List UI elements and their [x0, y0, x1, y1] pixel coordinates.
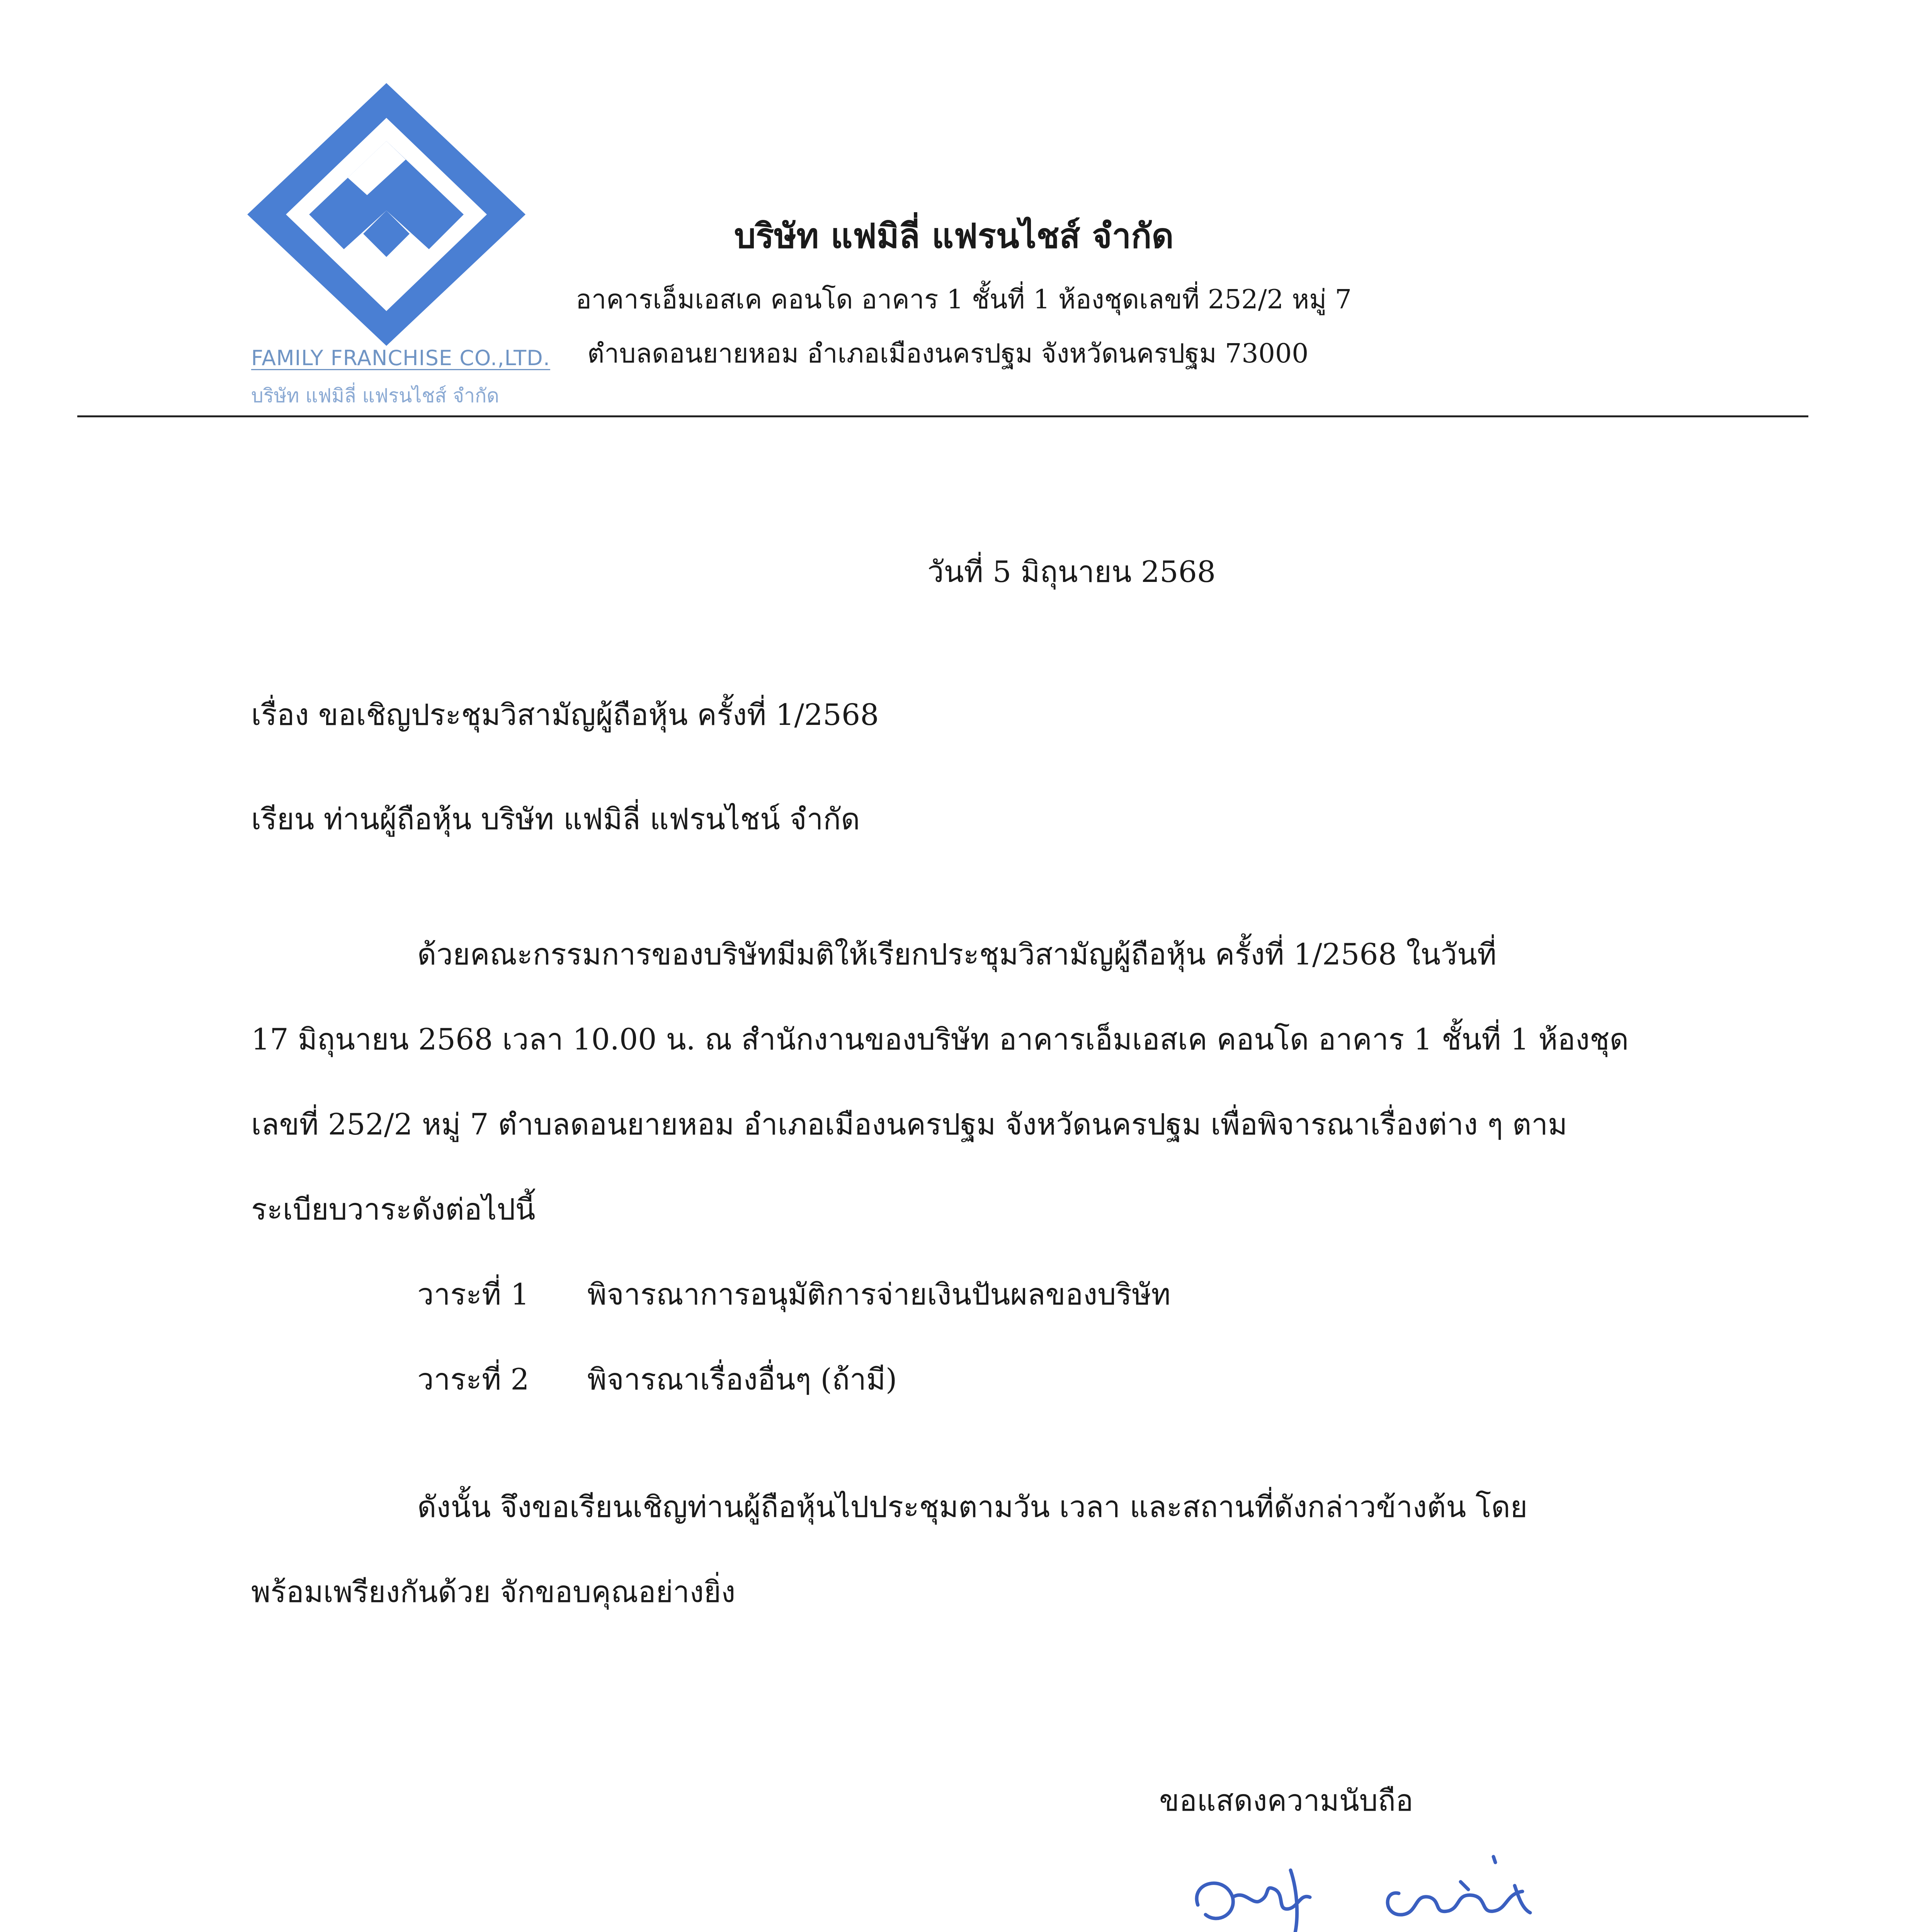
- letter-recipient: เรียน ท่านผู้ถือหุ้น บริษัท แฟมิลี่ แฟรนไชน์ จำกัด: [251, 802, 860, 836]
- agenda-item: [417, 1356, 897, 1403]
- logo-text-th: บริษัท แฟมิลี่ แฟรนไชส์ จำกัด: [251, 384, 499, 407]
- handwritten-signature-icon: [1182, 1847, 1561, 1932]
- paragraph-2-line: ดังนั้น จึงขอเรียนเชิญท่านผู้ถือหุ้นไปประชุมตามวัน เวลา และสถานที่ดังกล่าวข้างต้น โดย: [417, 1490, 1528, 1524]
- paragraph-1-line: เลขที่ 252/2 หมู่ 7 ตำบลดอนยายหอม อำเภอเมืองนครปฐม จังหวัดนครปฐม เพื่อพิจารณาเรื่องต่าง ๆ ตาม: [251, 1107, 1568, 1141]
- agenda-number: วาระที่ 1: [417, 1277, 529, 1311]
- agenda-number: วาระที่ 2: [417, 1362, 529, 1396]
- company-address-line-1: อาคารเอ็มเอสเค คอนโด อาคาร 1 ชั้นที่ 1 ห้องชุดเลขที่ 252/2 หมู่ 7: [576, 284, 1352, 315]
- letter-subject: เรื่อง ขอเชิญประชุมวิสามัญผู้ถือหุ้น ครั้งที่ 1/2568: [251, 697, 879, 732]
- paragraph-2-line: พร้อมเพรียงกันด้วย จักขอบคุณอย่างยิ่ง: [251, 1575, 736, 1609]
- agenda-item: [417, 1271, 1170, 1318]
- agenda-text: พิจารณาการอนุมัติการจ่ายเงินปันผลของบริษัท: [587, 1277, 1171, 1311]
- header-divider: [77, 415, 1808, 417]
- company-address-line-2: ตำบลดอนยายหอม อำเภอเมืองนครปฐม จังหวัดนครปฐม 73000: [587, 338, 1309, 369]
- company-name: บริษัท แฟมิลี่ แฟรนไชส์ จำกัด: [734, 216, 1174, 256]
- company-logo-icon: [247, 83, 526, 346]
- paragraph-1-line: ระเบียบวาระดังต่อไปนี้: [251, 1192, 536, 1226]
- letter-date: วันที่ 5 มิถุนายน 2568: [927, 554, 1216, 589]
- paragraph-1-line: ด้วยคณะกรรมการของบริษัทมีมติให้เรียกประชุมวิสามัญผู้ถือหุ้น ครั้งที่ 1/2568 ในวันที่: [417, 937, 1497, 971]
- logo-text-en: FAMILY FRANCHISE CO.,LTD.: [251, 346, 550, 370]
- agenda-text: พิจารณาเรื่องอื่นๆ (ถ้ามี): [587, 1362, 897, 1396]
- paragraph-1-line: 17 มิถุนายน 2568 เวลา 10.00 น. ณ สำนักงานของบริษัท อาคารเอ็มเอสเค คอนโด อาคาร 1 ชั้นที่ 1 ห้องชุด: [251, 1022, 1629, 1056]
- closing-salutation: ขอแสดงความนับถือ: [1159, 1783, 1413, 1818]
